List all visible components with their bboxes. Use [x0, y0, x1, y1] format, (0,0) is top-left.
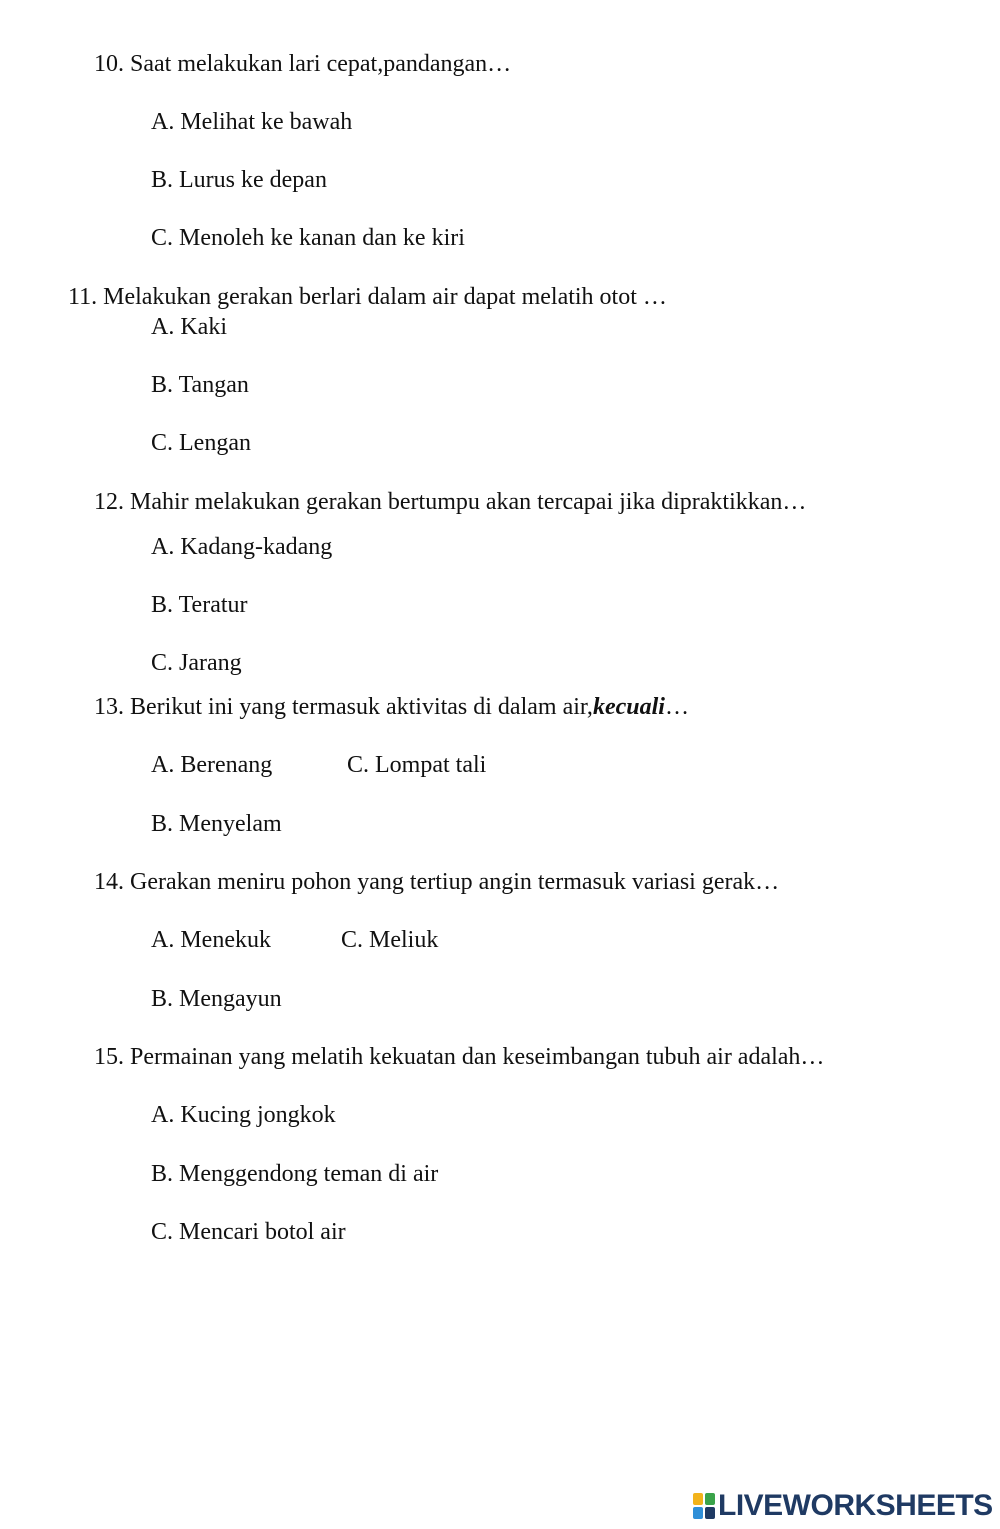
question-12-option-c[interactable]: C. Jarang	[151, 650, 242, 676]
question-15-option-a[interactable]: A. Kucing jongkok	[151, 1102, 336, 1128]
logo-mark-square-2	[705, 1493, 715, 1505]
question-11-option-b[interactable]: B. Tangan	[151, 372, 249, 398]
question-13-text-suffix: …	[664, 694, 689, 720]
question-14-option-a[interactable]: A. Menekuk	[151, 927, 271, 953]
question-11-option-c[interactable]: C. Lengan	[151, 430, 251, 456]
question-14-option-c[interactable]: C. Meliuk	[341, 927, 439, 953]
question-15-option-c[interactable]: C. Mencari botol air	[151, 1219, 346, 1245]
question-10-option-b[interactable]: B. Lurus ke depan	[151, 167, 327, 193]
question-13-option-a[interactable]: A. Berenang	[151, 752, 273, 778]
question-15-text: 15. Permainan yang melatih kekuatan dan keseimbangan tubuh air adalah…	[94, 1044, 825, 1070]
question-11-text: 11. Melakukan gerakan berlari dalam air dapat melatih otot …	[68, 284, 667, 310]
question-14-option-b[interactable]: B. Mengayun	[151, 986, 282, 1012]
question-13-emphasis: kecuali	[592, 694, 665, 720]
logo-mark-square-4	[705, 1507, 715, 1519]
question-13-text-prefix: 13. Berikut ini yang termasuk aktivitas di dalam air,	[94, 694, 593, 720]
question-13-option-c[interactable]: C. Lompat tali	[347, 752, 487, 778]
question-12-text: 12. Mahir melakukan gerakan bertumpu akan tercapai jika dipraktikkan…	[94, 489, 807, 515]
question-12-option-a[interactable]: A. Kadang-kadang	[151, 534, 333, 560]
question-13-text	[94, 695, 689, 719]
liveworksheets-logo-icon	[693, 1493, 715, 1519]
question-10-text: 10. Saat melakukan lari cepat,pandangan…	[94, 51, 512, 77]
question-12-option-b[interactable]: B. Teratur	[151, 592, 248, 618]
question-10-option-a[interactable]: A. Melihat ke bawah	[151, 109, 353, 135]
question-15-option-b[interactable]: B. Menggendong teman di air	[151, 1161, 439, 1187]
question-14-text: 14. Gerakan meniru pohon yang tertiup angin termasuk variasi gerak…	[94, 869, 780, 895]
question-11-option-a[interactable]: A. Kaki	[151, 314, 227, 340]
liveworksheets-logo	[693, 1490, 993, 1522]
question-13-option-b[interactable]: B. Menyelam	[151, 811, 282, 837]
logo-mark-square-1	[693, 1493, 703, 1505]
question-10-option-c[interactable]: C. Menoleh ke kanan dan ke kiri	[151, 225, 465, 251]
logo-mark-square-3	[693, 1507, 703, 1519]
liveworksheets-logo-text: LIVEWORKSHEETS	[718, 1489, 993, 1522]
